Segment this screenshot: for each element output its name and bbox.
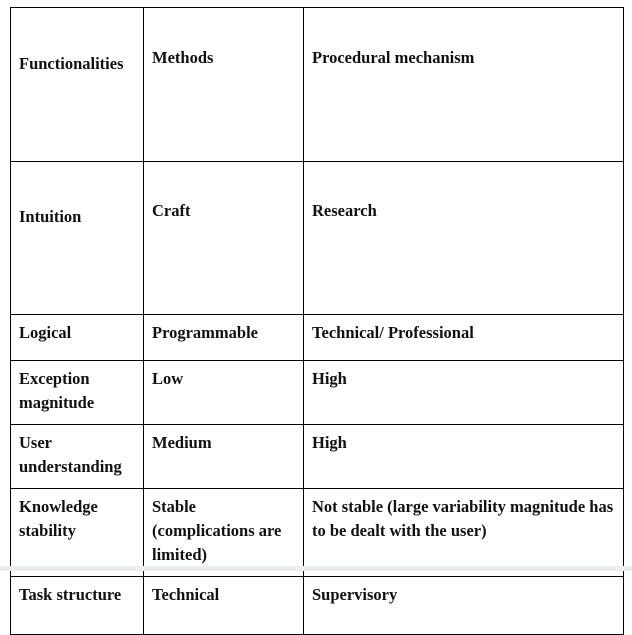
table-header-row: [11, 8, 624, 162]
table-cell: Intuition: [11, 162, 144, 315]
table-cell: Medium: [144, 425, 304, 489]
table-cell: User understanding: [11, 425, 144, 489]
table-cell: Stable (complications are limited): [144, 489, 304, 577]
table-cell: Knowledge stability: [11, 489, 144, 577]
table-cell: Programmable: [144, 315, 304, 361]
table-cell: Logical: [11, 315, 144, 361]
table-cell: Task structure: [11, 577, 144, 635]
table-row: [11, 315, 624, 361]
table-row: [11, 577, 624, 635]
page-bottom-strip: [0, 566, 632, 571]
table-row: [11, 425, 624, 489]
table-row: [11, 489, 624, 577]
header-cell-functionalities: Functionalities: [11, 8, 144, 162]
table-cell: Exception magnitude: [11, 361, 144, 425]
table-cell: Supervisory: [304, 577, 624, 635]
table-cell: Not stable (large variability magnitude has to be dealt with the user): [304, 489, 624, 577]
table-row: [11, 162, 624, 315]
header-cell-methods: Methods: [144, 8, 304, 162]
table-cell: High: [304, 361, 624, 425]
table-cell: High: [304, 425, 624, 489]
table-cell: Low: [144, 361, 304, 425]
table-row: [11, 361, 624, 425]
table-cell: Craft: [144, 162, 304, 315]
table-cell: Research: [304, 162, 624, 315]
header-cell-procedural-mechanism: Procedural mechanism: [304, 8, 624, 162]
comparison-table: [10, 7, 624, 635]
table-cell: Technical: [144, 577, 304, 635]
table-cell: Technical/ Professional: [304, 315, 624, 361]
